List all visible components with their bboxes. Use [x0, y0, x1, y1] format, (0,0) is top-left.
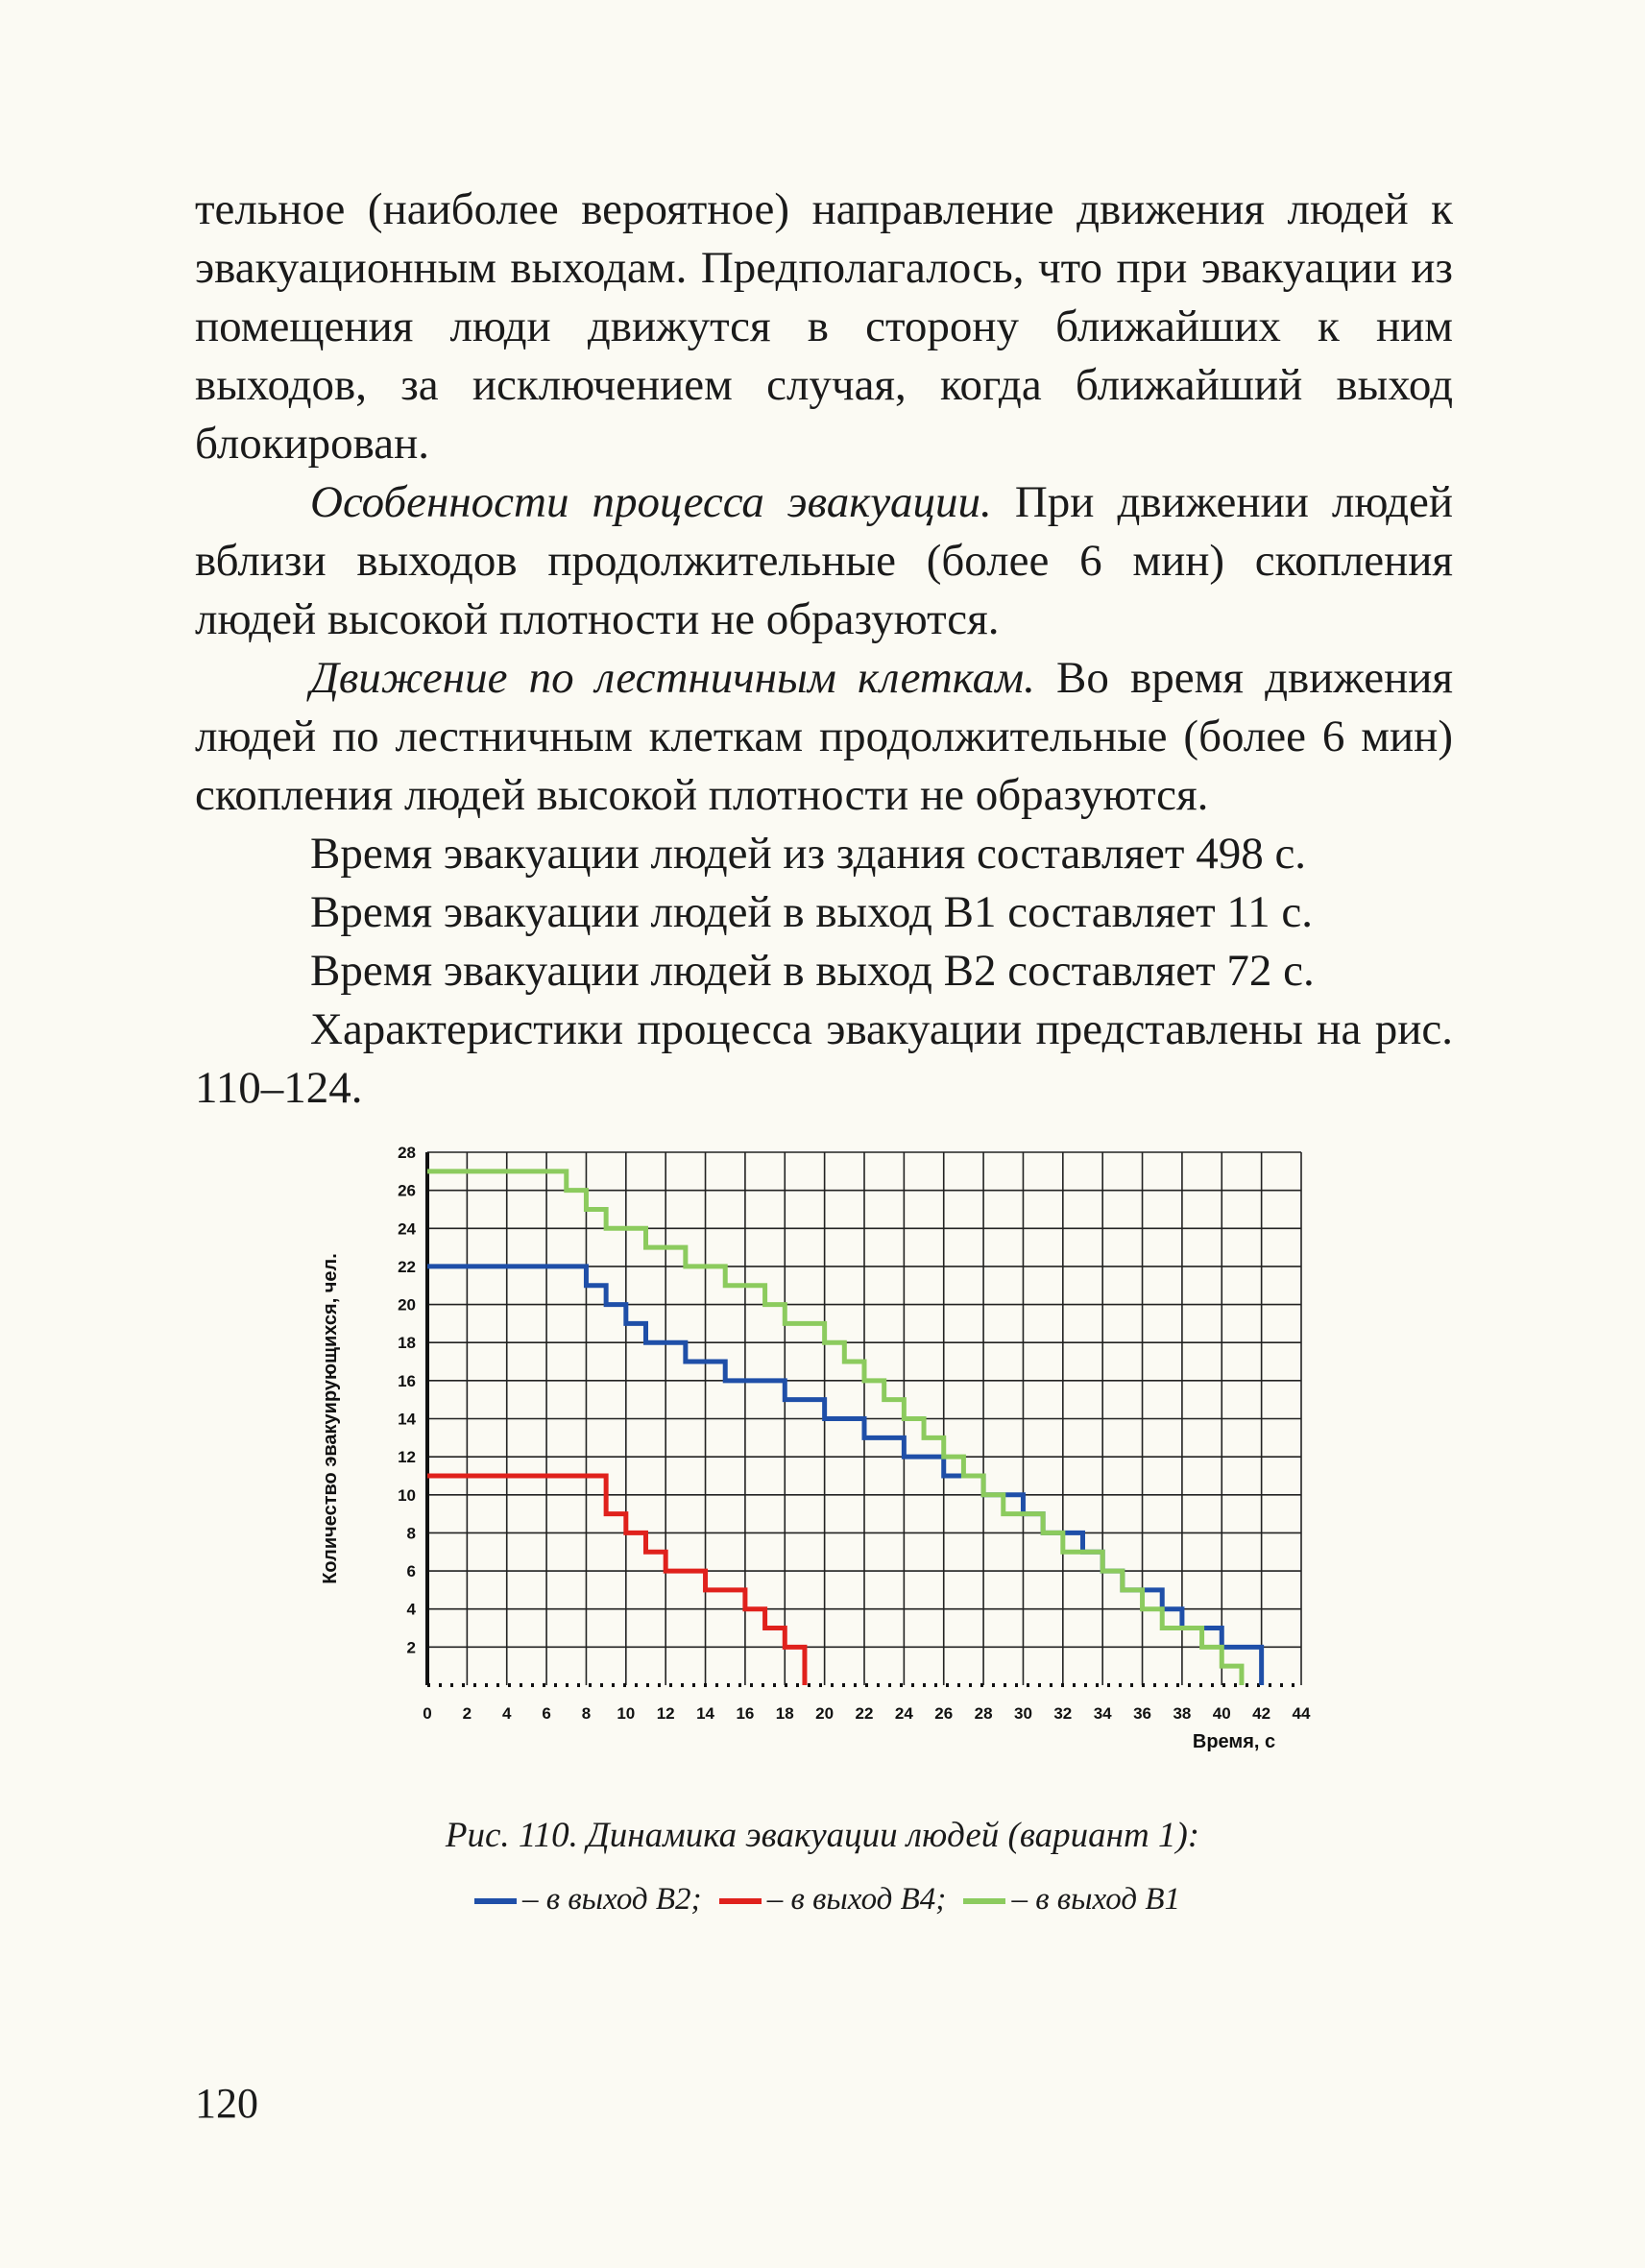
series-b1-line: [427, 1171, 1242, 1685]
x-tick-label: 12: [656, 1704, 675, 1723]
y-axis-label: Количество эвакуирующихся, чел.: [320, 1253, 341, 1584]
x-tick-label: 24: [894, 1704, 913, 1723]
y-tick-label: 10: [398, 1485, 416, 1505]
x-axis-label: Время, с: [1192, 1731, 1276, 1752]
x-tick-label: 8: [581, 1704, 592, 1723]
y-tick-label: 6: [406, 1562, 416, 1581]
paragraph: Время эвакуации людей в выход В2 составляет 72 с.: [310, 946, 1315, 996]
y-tick-label: 18: [398, 1334, 416, 1353]
x-tick-label: 16: [736, 1704, 755, 1723]
y-tick-label: 2: [406, 1638, 416, 1657]
x-tick-label: 44: [1292, 1704, 1311, 1723]
y-tick-label: 28: [398, 1144, 416, 1162]
legend-label: – в выход В2;: [522, 1882, 702, 1917]
y-tick-label: 22: [398, 1257, 416, 1276]
page-number: 120: [195, 2080, 258, 2127]
series-b4-line: [427, 1476, 805, 1685]
evacuation-chart: [307, 1138, 1335, 1762]
x-tick-label: 20: [815, 1704, 835, 1723]
y-tick-label: 20: [398, 1295, 416, 1315]
y-tick-label: 12: [398, 1448, 416, 1467]
paragraph: тельное (наиболее вероятное) направление движения людей к эвакуационным выходам. Предполагалось, что при эвакуации из помещения люди движутся в сторону ближайших к ним выходов, за исключением случая, когда ближайший выход блокирован.: [195, 184, 1453, 469]
paragraph-lead: Особенности процесса эвакуации.: [310, 477, 992, 527]
paragraph-lead: Движение по лестничным клеткам.: [310, 653, 1035, 703]
x-tick-label: 32: [1053, 1704, 1073, 1723]
figure-legend: [0, 1882, 1645, 1918]
x-tick-label: 10: [617, 1704, 636, 1723]
legend-label: – в выход В4;: [766, 1882, 947, 1917]
paragraph: Характеристики процесса эвакуации представлены на рис. 110–124.: [195, 1004, 1453, 1113]
x-tick-label: 30: [1013, 1704, 1032, 1723]
legend-swatch-b4: [719, 1898, 762, 1904]
legend-swatch-b1: [963, 1898, 1005, 1904]
y-tick-label: 16: [398, 1371, 416, 1390]
chart-svg: [307, 1138, 1335, 1762]
x-tick-label: 18: [775, 1704, 794, 1723]
x-tick-label: 2: [462, 1704, 472, 1723]
x-tick-label: 40: [1212, 1704, 1231, 1723]
paragraph: Движение по лестничным клеткам. Во время движения людей по лестничным клеткам продолжительные (более 6 мин) скопления людей высокой плотности не образуются.: [195, 653, 1453, 820]
x-tick-label: 0: [423, 1704, 432, 1723]
x-tick-label: 34: [1093, 1704, 1112, 1723]
x-tick-label: 6: [542, 1704, 551, 1723]
x-tick-label: 38: [1173, 1704, 1192, 1723]
x-tick-label: 26: [934, 1704, 954, 1723]
legend-swatch-b2: [474, 1898, 517, 1904]
y-tick-label: 24: [398, 1219, 416, 1239]
x-tick-label: 36: [1133, 1704, 1152, 1723]
y-tick-label: 4: [406, 1600, 416, 1619]
y-tick-label: 14: [398, 1410, 416, 1429]
x-tick-label: 14: [696, 1704, 715, 1723]
paragraph: Время эвакуации людей в выход В1 составляет 11 с.: [310, 887, 1314, 937]
paragraph: Особенности процесса эвакуации. При движении людей вблизи выходов продолжительные (более 6 мин) скопления людей высокой плотности не образуются.: [195, 477, 1453, 644]
x-tick-label: 4: [501, 1704, 512, 1723]
paragraph: Время эвакуации людей из здания составляет 498 с.: [310, 829, 1307, 879]
legend-label: – в выход В1: [1011, 1882, 1180, 1917]
y-tick-label: 26: [398, 1181, 416, 1200]
body-text: [195, 181, 1453, 1118]
x-tick-label: 42: [1252, 1704, 1271, 1723]
figure-caption: Рис. 110. Динамика эвакуации людей (вариант 1):: [445, 1816, 1200, 1855]
x-tick-label: 28: [974, 1704, 993, 1723]
x-tick-label: 22: [855, 1704, 874, 1723]
y-tick-label: 8: [406, 1524, 416, 1543]
